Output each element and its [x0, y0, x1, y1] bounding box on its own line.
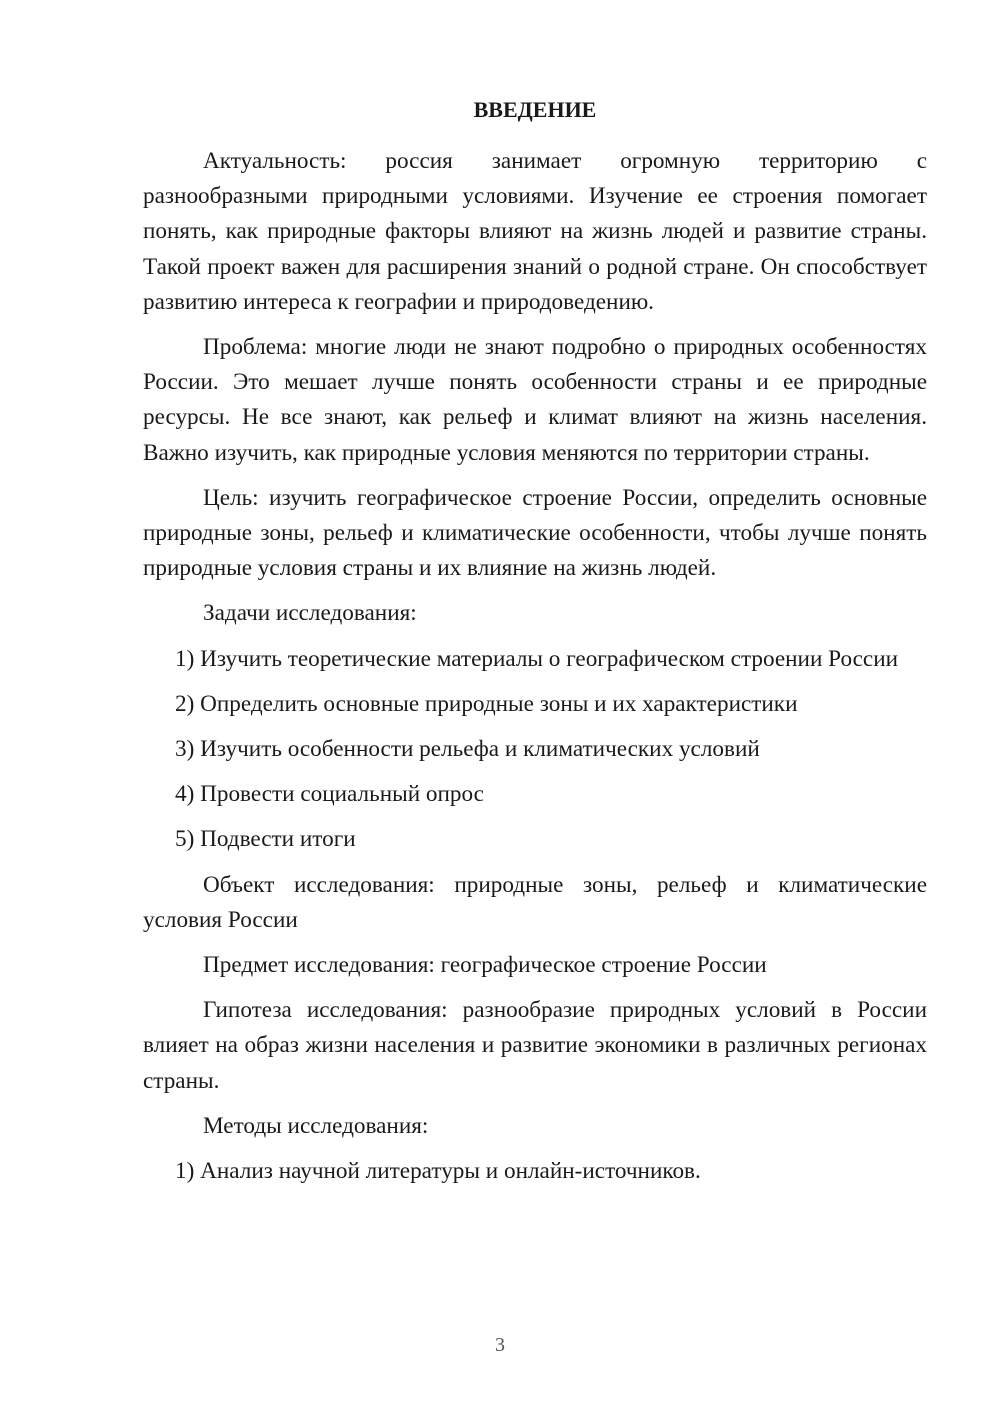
task-item-1: 1) Изучить теоретические материалы о географическом строении России — [175, 645, 899, 672]
methods-title: Методы исследования: — [203, 1112, 429, 1139]
hypothesis-paragraph: Гипотеза исследования: разнообразие природных условий в России влияет на образ жизни населения и развитие экономики в различных регионах страны. — [143, 997, 927, 1094]
relevance-paragraph: Актуальность: россия занимает огромную территорию с разнообразными природными условиями. Изучение ее строения помогает понять, как природные факторы влияют на жизнь людей и развитие страны. Такой проект важен для расширения знаний о родной стране. Он способствует развитию интереса к географии и природоведению. — [143, 148, 927, 315]
object-paragraph: Объект исследования: природные зоны, рельеф и климатические условия России — [143, 871, 927, 933]
subject-paragraph: Предмет исследования: географическое строение России — [203, 952, 767, 979]
task-item-4: 4) Провести социальный опрос — [175, 781, 484, 808]
goal-paragraph: Цель: изучить географическое строение России, определить основные природные зоны, рельеф и климатические особенности, чтобы лучше понять природные условия страны и их влияние на жизнь людей. — [143, 484, 927, 582]
task-item-5: 5) Подвести итоги — [175, 826, 356, 853]
method-item-1: 1) Анализ научной литературы и онлайн-источников. — [175, 1158, 701, 1185]
page-number: 3 — [495, 1334, 505, 1356]
tasks-title: Задачи исследования: — [203, 600, 417, 627]
document-page — [143, 96, 927, 1199]
task-item-3: 3) Изучить особенности рельефа и климатических условий — [175, 736, 760, 763]
task-item-2: 2) Определить основные природные зоны и их характеристики — [175, 690, 798, 717]
problem-paragraph: Проблема: многие люди не знают подробно о природных особенностях России. Это мешает лучше понять особенности страны и ее природные ресурсы. Не все знают, как рельеф и климат влияют на жизнь населения. Важно изучить, как природные условия меняются по территории страны. — [143, 334, 927, 466]
section-heading: ВВЕДЕНИЕ — [473, 97, 597, 122]
